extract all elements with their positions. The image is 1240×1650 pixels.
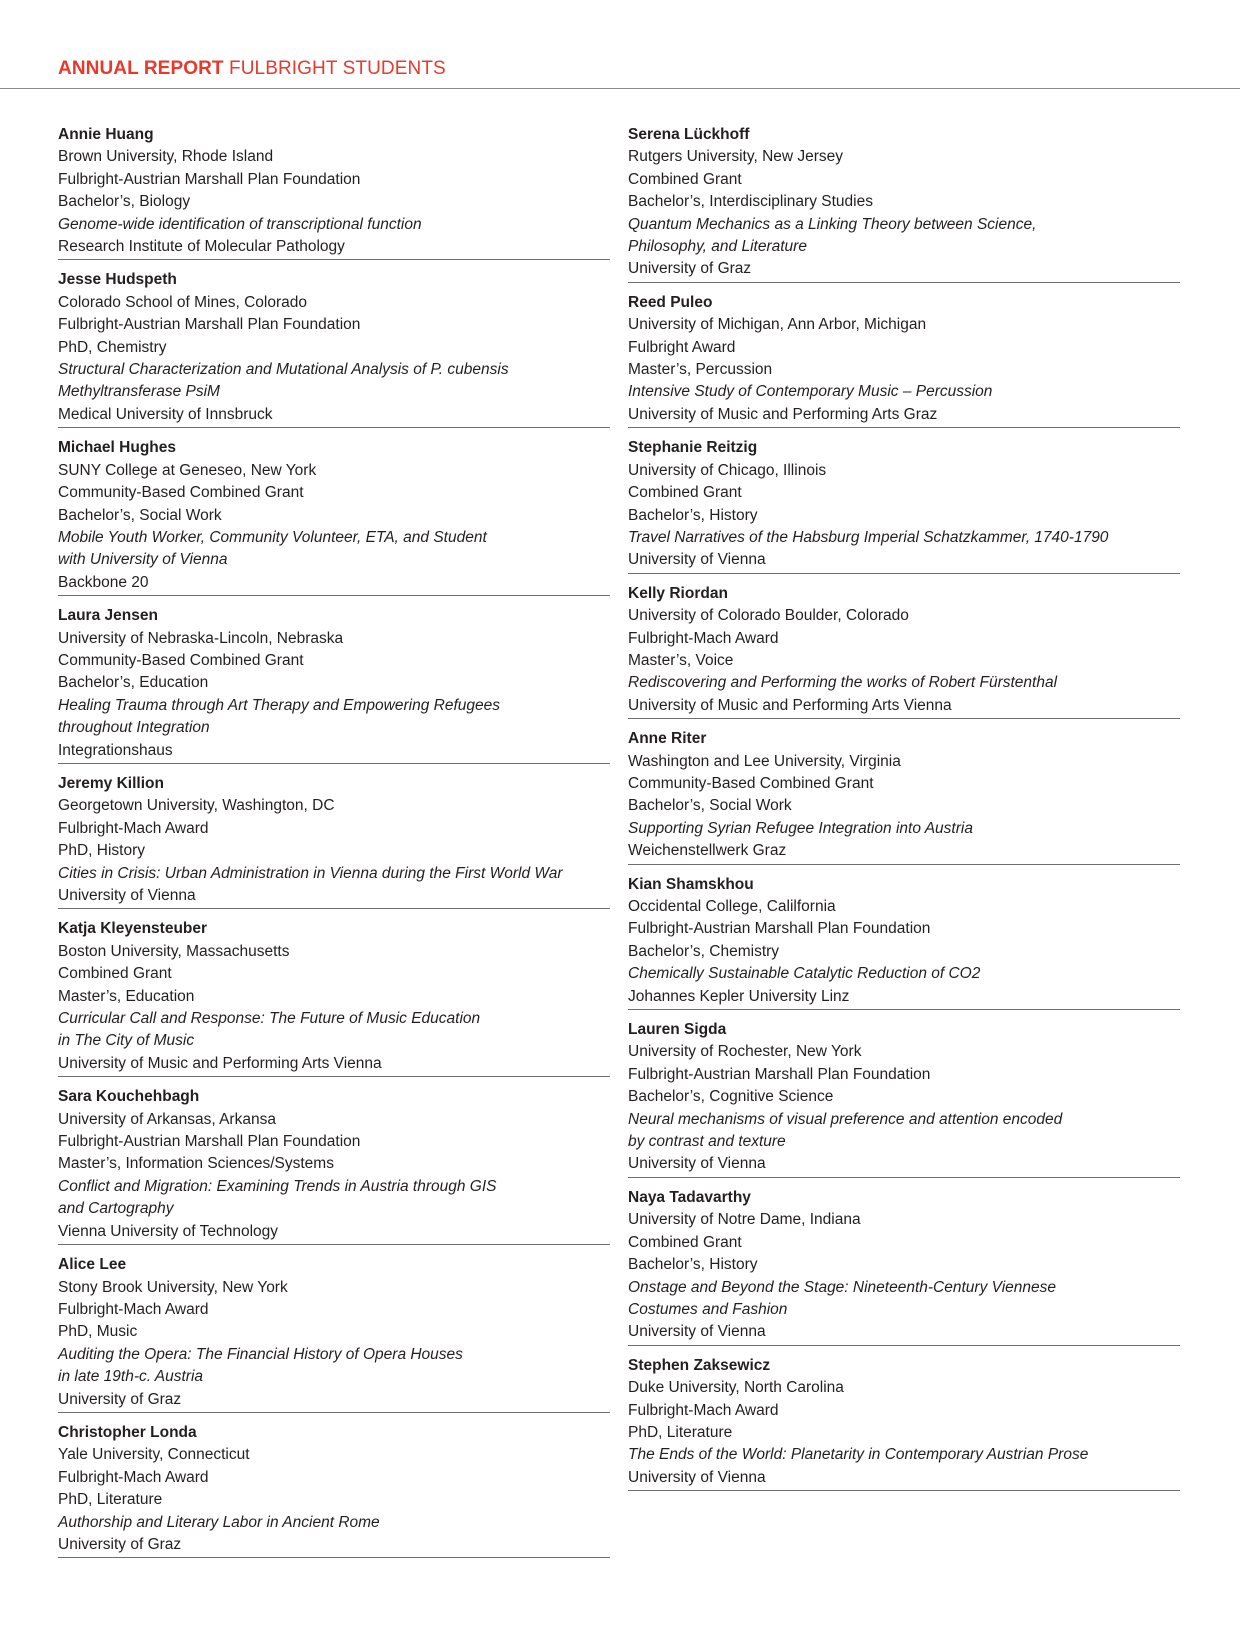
project-title: Intensive Study of Contemporary Music – Percussion bbox=[628, 383, 993, 401]
project-title: Philosophy, and Literature bbox=[628, 238, 807, 256]
degree-field: Master’s, Education bbox=[58, 987, 195, 1005]
degree-field: Master’s, Percussion bbox=[628, 361, 773, 379]
student-name: Anne Riter bbox=[628, 730, 707, 748]
grant-type: Fulbright-Mach Award bbox=[628, 629, 779, 647]
header-section: ANNUAL REPORT bbox=[58, 58, 224, 79]
grant-type: Fulbright-Austrian Marshall Plan Foundation bbox=[628, 1065, 931, 1083]
home-university: Occidental College, Calilfornia bbox=[628, 898, 836, 915]
degree-field: Bachelor’s, Education bbox=[58, 674, 209, 692]
grant-type: Combined Grant bbox=[628, 484, 742, 502]
grant-type: Fulbright-Austrian Marshall Plan Foundation bbox=[58, 170, 361, 188]
student-entry bbox=[58, 437, 610, 596]
host-institution: University of Music and Performing Arts Graz bbox=[628, 405, 938, 423]
project-title: throughout Integration bbox=[58, 719, 210, 737]
project-title: Conflict and Migration: Examining Trends in Austria through GIS bbox=[58, 1177, 497, 1195]
host-institution: University of Graz bbox=[58, 1535, 182, 1553]
host-institution: Vienna University of Technology bbox=[58, 1222, 279, 1240]
home-university: University of Michigan, Ann Arbor, Michigan bbox=[628, 316, 927, 334]
project-title: Onstage and Beyond the Stage: Nineteenth-Century Viennese bbox=[628, 1278, 1056, 1296]
project-title: Cities in Crisis: Urban Administration in Vienna during the First World War bbox=[58, 864, 563, 882]
student-name: Reed Puleo bbox=[628, 293, 713, 311]
student-column-left bbox=[58, 124, 610, 1567]
host-institution: University of Vienna bbox=[628, 1468, 766, 1486]
host-institution: University of Vienna bbox=[628, 551, 766, 569]
project-title: Healing Trauma through Art Therapy and Empowering Refugees bbox=[58, 696, 500, 714]
student-name: Laura Jensen bbox=[58, 607, 158, 625]
student-entry bbox=[628, 292, 1180, 428]
degree-field: Bachelor’s, Social Work bbox=[58, 506, 222, 524]
student-name: Michael Hughes bbox=[58, 439, 176, 457]
student-entry bbox=[58, 773, 610, 909]
host-institution: University of Music and Performing Arts Vienna bbox=[58, 1054, 382, 1072]
project-title: Authorship and Literary Labor in Ancient Rome bbox=[58, 1513, 380, 1531]
project-title: Costumes and Fashion bbox=[628, 1300, 788, 1318]
host-institution: University of Vienna bbox=[628, 1323, 766, 1341]
student-entry bbox=[58, 124, 610, 260]
student-entry bbox=[58, 1422, 610, 1558]
home-university: Yale University, Connecticut bbox=[58, 1446, 250, 1464]
project-title: Genome-wide identification of transcriptional function bbox=[58, 215, 422, 233]
degree-field: PhD, Music bbox=[58, 1323, 138, 1341]
home-university: Georgetown University, Washington, DC bbox=[58, 797, 335, 815]
home-university: Rutgers University, New Jersey bbox=[628, 148, 844, 166]
home-university: University of Chicago, Illinois bbox=[628, 461, 827, 479]
header-subsection: FULBRIGHT STUDENTS bbox=[229, 58, 446, 79]
host-institution: Backbone 20 bbox=[58, 573, 149, 591]
student-name: Lauren Sigda bbox=[628, 1021, 727, 1039]
student-name: Katja Kleyensteuber bbox=[58, 920, 208, 938]
grant-type: Fulbright Award bbox=[628, 338, 736, 356]
project-title: Rediscovering and Performing the works of Robert Fürstenthal bbox=[628, 674, 1058, 692]
student-entry bbox=[58, 918, 610, 1077]
home-university: Boston University, Massachusetts bbox=[58, 942, 290, 960]
project-title: The Ends of the World: Planetarity in Contemporary Austrian Prose bbox=[628, 1446, 1089, 1464]
home-university: University of Nebraska-Lincoln, Nebraska bbox=[58, 629, 344, 647]
project-title: by contrast and texture bbox=[628, 1133, 786, 1151]
host-institution: University of Music and Performing Arts Vienna bbox=[628, 696, 952, 714]
student-name: Naya Tadavarthy bbox=[628, 1188, 751, 1206]
degree-field: PhD, Literature bbox=[58, 1491, 163, 1509]
grant-type: Fulbright-Mach Award bbox=[58, 1300, 209, 1318]
project-title: in late 19th-c. Austria bbox=[58, 1368, 204, 1386]
student-name: Annie Huang bbox=[58, 126, 154, 143]
student-entry bbox=[628, 124, 1180, 283]
project-title: Chemically Sustainable Catalytic Reduction of CO2 bbox=[628, 965, 981, 983]
project-title: Supporting Syrian Refugee Integration into Austria bbox=[628, 819, 973, 837]
host-institution: Weichenstellwerk Graz bbox=[628, 842, 787, 860]
project-title: and Cartography bbox=[58, 1200, 174, 1218]
home-university: Brown University, Rhode Island bbox=[58, 148, 274, 166]
grant-type: Community-Based Combined Grant bbox=[58, 484, 304, 502]
host-institution: Research Institute of Molecular Pathology bbox=[58, 238, 345, 256]
student-name: Kelly Riordan bbox=[628, 584, 728, 602]
header-divider bbox=[0, 88, 1240, 89]
grant-type: Fulbright-Mach Award bbox=[58, 1468, 209, 1486]
project-title: Structural Characterization and Mutational Analysis of P. cubensis bbox=[58, 361, 509, 379]
host-institution: Johannes Kepler University Linz bbox=[628, 987, 850, 1005]
student-name: Sara Kouchehbagh bbox=[58, 1088, 200, 1106]
degree-field: Bachelor’s, Social Work bbox=[628, 797, 792, 815]
student-name: Christopher Londa bbox=[58, 1423, 197, 1441]
degree-field: Bachelor’s, Chemistry bbox=[628, 942, 780, 960]
student-name: Jeremy Killion bbox=[58, 774, 164, 792]
student-entry bbox=[628, 583, 1180, 719]
degree-field: Bachelor’s, History bbox=[628, 506, 758, 524]
grant-type: Combined Grant bbox=[628, 1233, 742, 1251]
student-entry bbox=[628, 1187, 1180, 1346]
home-university: Washington and Lee University, Virginia bbox=[628, 752, 901, 770]
student-name: Alice Lee bbox=[58, 1256, 127, 1274]
student-name: Serena Lückhoff bbox=[628, 126, 750, 143]
home-university: University of Colorado Boulder, Colorado bbox=[628, 607, 909, 625]
grant-type: Fulbright-Austrian Marshall Plan Foundation bbox=[628, 920, 931, 938]
home-university: SUNY College at Geneseo, New York bbox=[58, 461, 317, 479]
student-name: Stephen Zaksewicz bbox=[628, 1356, 771, 1374]
student-entry bbox=[628, 874, 1180, 1010]
home-university: Duke University, North Carolina bbox=[628, 1379, 844, 1397]
student-entry bbox=[58, 269, 610, 428]
host-institution: University of Vienna bbox=[58, 887, 196, 904]
grant-type: Community-Based Combined Grant bbox=[628, 774, 874, 792]
project-title: Curricular Call and Response: The Future of Music Education bbox=[58, 1010, 481, 1028]
home-university: University of Arkansas, Arkansa bbox=[58, 1110, 276, 1128]
student-entry bbox=[628, 1019, 1180, 1178]
degree-field: Bachelor’s, Biology bbox=[58, 193, 191, 211]
grant-type: Fulbright-Mach Award bbox=[628, 1401, 779, 1419]
student-entry bbox=[58, 1086, 610, 1245]
grant-type: Community-Based Combined Grant bbox=[58, 651, 304, 669]
student-column-right bbox=[628, 124, 1180, 1500]
student-entry bbox=[628, 437, 1180, 573]
host-institution: University of Graz bbox=[628, 260, 752, 278]
student-name: Kian Shamskhou bbox=[628, 875, 754, 893]
degree-field: Master’s, Information Sciences/Systems bbox=[58, 1155, 334, 1173]
grant-type: Combined Grant bbox=[628, 170, 742, 188]
student-entry bbox=[58, 605, 610, 764]
degree-field: Master’s, Voice bbox=[628, 651, 734, 669]
project-title: Neural mechanisms of visual preference and attention encoded bbox=[628, 1110, 1063, 1128]
home-university: Stony Brook University, New York bbox=[58, 1278, 288, 1296]
host-institution: Medical University of Innsbruck bbox=[58, 405, 273, 423]
grant-type: Fulbright-Austrian Marshall Plan Foundation bbox=[58, 316, 361, 334]
student-entry bbox=[628, 1355, 1180, 1491]
host-institution: Integrationshaus bbox=[58, 741, 173, 759]
student-name: Stephanie Reitzig bbox=[628, 439, 758, 457]
student-name: Jesse Hudspeth bbox=[58, 271, 177, 289]
student-entry bbox=[58, 1254, 610, 1413]
degree-field: Bachelor’s, History bbox=[628, 1256, 758, 1274]
host-institution: University of Vienna bbox=[628, 1155, 766, 1173]
home-university: University of Rochester, New York bbox=[628, 1043, 862, 1061]
grant-type: Combined Grant bbox=[58, 965, 172, 983]
host-institution: University of Graz bbox=[58, 1390, 182, 1408]
project-title: in The City of Music bbox=[58, 1032, 195, 1050]
project-title: Methyltransferase PsiM bbox=[58, 383, 220, 401]
degree-field: PhD, History bbox=[58, 842, 145, 860]
project-title: Auditing the Opera: The Financial History of Opera Houses bbox=[58, 1345, 463, 1363]
student-entry bbox=[628, 728, 1180, 864]
home-university: Colorado School of Mines, Colorado bbox=[58, 293, 307, 311]
degree-field: Bachelor’s, Interdisciplinary Studies bbox=[628, 193, 873, 211]
home-university: University of Notre Dame, Indiana bbox=[628, 1211, 861, 1229]
degree-field: PhD, Chemistry bbox=[58, 338, 167, 356]
degree-field: Bachelor’s, Cognitive Science bbox=[628, 1088, 834, 1106]
degree-field: PhD, Literature bbox=[628, 1423, 733, 1441]
page-header bbox=[58, 58, 446, 80]
project-title: Mobile Youth Worker, Community Volunteer, ETA, and Student bbox=[58, 528, 487, 546]
project-title: Travel Narratives of the Habsburg Imperial Schatzkammer, 1740-1790 bbox=[628, 528, 1109, 546]
project-title: with University of Vienna bbox=[58, 551, 228, 569]
grant-type: Fulbright-Mach Award bbox=[58, 819, 209, 837]
project-title: Quantum Mechanics as a Linking Theory between Science, bbox=[628, 215, 1037, 233]
grant-type: Fulbright-Austrian Marshall Plan Foundation bbox=[58, 1133, 361, 1151]
